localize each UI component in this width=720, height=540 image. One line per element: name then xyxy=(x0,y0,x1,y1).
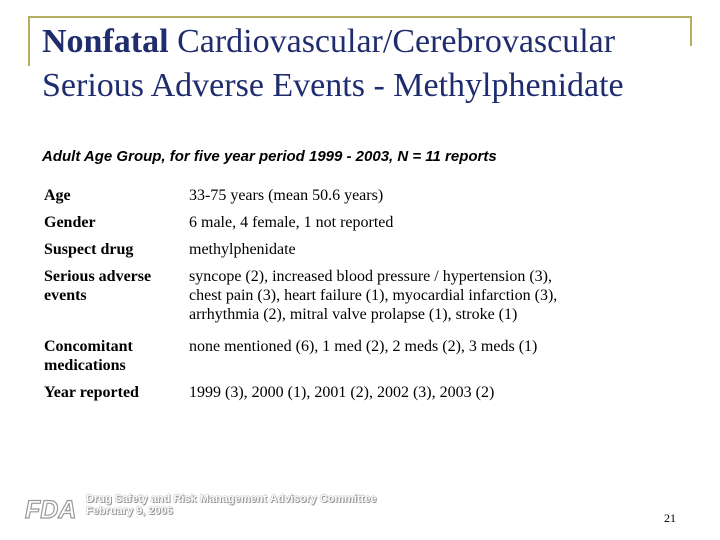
data-table xyxy=(44,186,664,402)
table-row-suspect-drug xyxy=(44,240,664,259)
footer-committee: Drug Safety and Risk Management Advisory Committee xyxy=(86,493,377,505)
row-value: methylphenidate xyxy=(189,241,296,258)
title-line-1-rest: Cardiovascular/Cerebrovascular xyxy=(168,23,616,60)
row-value: 33-75 years (mean 50.6 years) xyxy=(189,187,384,204)
frame-line-top xyxy=(28,16,692,18)
slide-title xyxy=(42,20,702,108)
row-value: 6 male, 4 female, 1 not reported xyxy=(189,214,394,231)
row-label: Suspect drug xyxy=(44,241,134,258)
row-label: Concomitant medications xyxy=(44,338,133,374)
fda-logo-text: FDA xyxy=(25,496,77,523)
row-label: Year reported xyxy=(44,384,139,401)
row-value: none mentioned (6), 1 med (2), 2 meds (2), 3 meds (1) xyxy=(189,338,538,355)
footer-text xyxy=(86,493,377,517)
title-line-2: Serious Adverse Events - Methylphenidate xyxy=(42,67,624,104)
page-number: 21 xyxy=(664,511,676,525)
table-row-serious-adverse-events xyxy=(44,267,664,324)
title-bold-word: Nonfatal xyxy=(42,23,169,60)
row-value: syncope (2), increased blood pressure / hypertension (3), chest pain (3), heart failure (1), myocardial infarction (3), arrhythmia (2), mitral valve prolapse (1), stroke (1) xyxy=(189,268,558,323)
row-value: 1999 (3), 2000 (1), 2001 (2), 2002 (3), 2003 (2) xyxy=(189,384,495,401)
row-label: Gender xyxy=(44,214,96,231)
table-row-gender xyxy=(44,213,664,232)
row-label: Age xyxy=(44,187,71,204)
frame-line-left xyxy=(28,16,30,66)
table-row-year-reported xyxy=(44,383,664,402)
title-line-1 xyxy=(42,20,702,64)
footer-date: February 9, 2006 xyxy=(86,505,173,517)
row-label: Serious adverse events xyxy=(44,268,152,304)
table-row-concomitant-medications xyxy=(44,337,664,375)
fda-logo xyxy=(24,495,80,523)
slide-subtitle: Adult Age Group, for five year period 1999 - 2003, N = 11 reports xyxy=(42,148,497,165)
table-row-age xyxy=(44,186,664,205)
